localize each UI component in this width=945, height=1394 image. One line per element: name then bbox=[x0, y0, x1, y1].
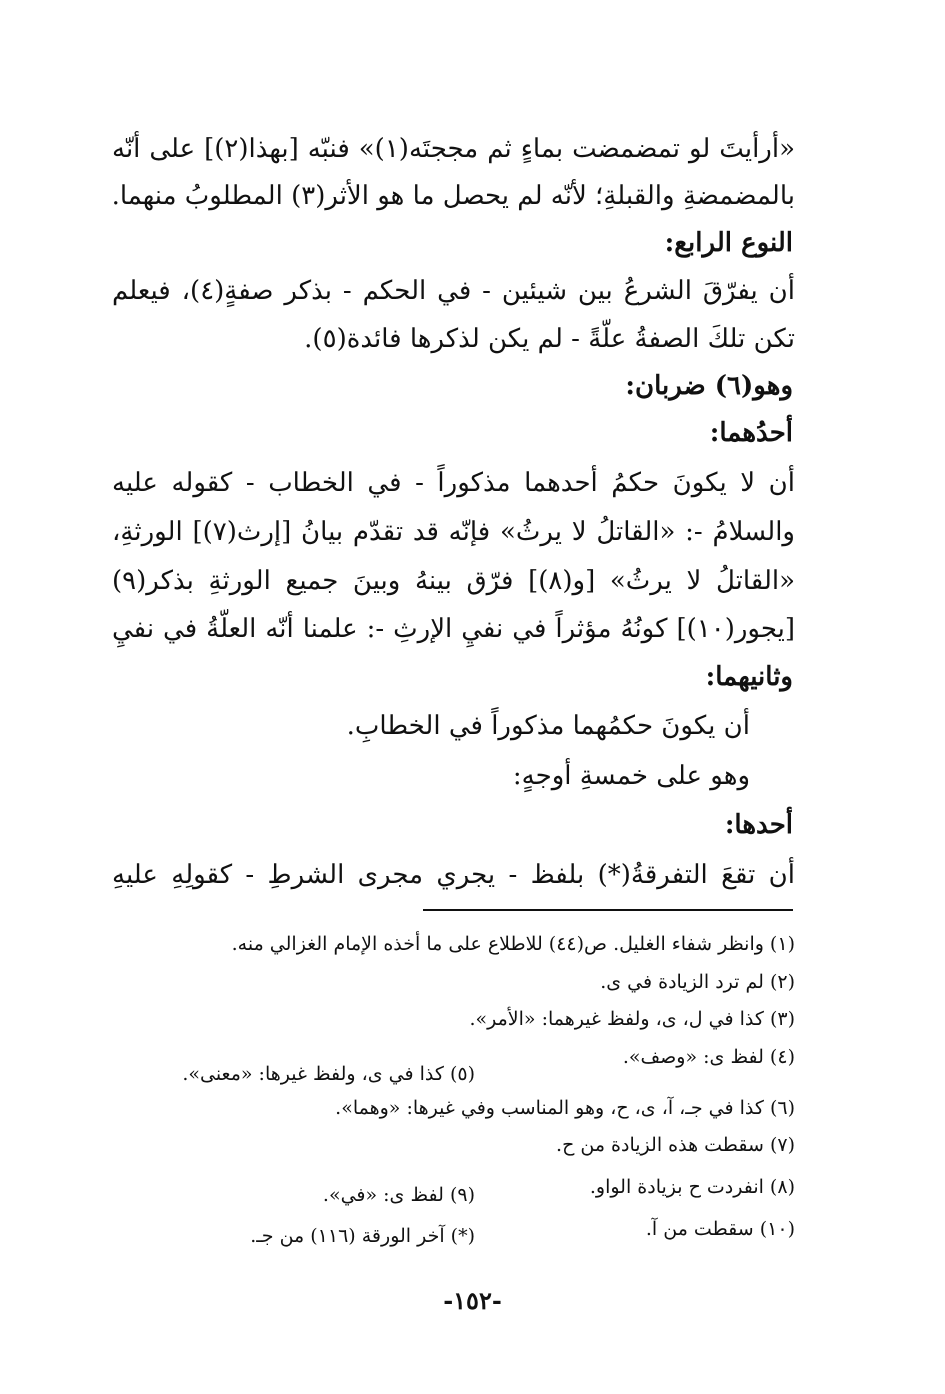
footnote-8: (٨) انفردت ح بزيادة الواو. bbox=[589, 1176, 795, 1198]
body-line-4: أن يفرّقَ الشرعُ بين شيئين - في الحكم - بذكر صفةٍ(٤)، فيعلم bbox=[112, 276, 795, 306]
footnote-4: (٤) لفظ ى: «وصف». bbox=[622, 1046, 795, 1068]
page-number: -١٥٢- bbox=[443, 1286, 502, 1315]
body-line-14: وهو على خمسةِ أوجهٍ: bbox=[512, 761, 750, 791]
body-line-1: «أرأيتَ لو تمضمضت بماءٍ ثم مججتَه(١)» فنبّه [بهذا(٢)] على أنّه bbox=[112, 134, 795, 164]
footnote-separator bbox=[423, 909, 793, 911]
footnote-10: (١٠) سقطت من آ. bbox=[645, 1218, 795, 1240]
section-heading-type-four: النوع الرابع: bbox=[664, 228, 793, 258]
body-line-11: [يجور(١٠)] كونُهُ مؤثراً في نفيِ الإرثِ -: علمنا أنّه العلّةُ في نفيِ bbox=[112, 614, 795, 644]
body-line-5: تكن تلكَ الصفةُ علّةً - لم يكن لذكرها فائدة(٥). bbox=[304, 324, 795, 354]
footnote-7: (٧) سقطت هذه الزيادة من ح. bbox=[556, 1134, 795, 1156]
subheading-second: وثانيهما: bbox=[705, 662, 793, 692]
footnote-9: (٩) لفظ ى: «في». bbox=[322, 1184, 475, 1206]
footnote-star: (*) آخر الورقة (١١٦) من جـ. bbox=[250, 1225, 475, 1247]
subheading-first-aspect: أحدها: bbox=[724, 810, 793, 840]
body-line-10: «القاتلُ لا يرثُ» [و(٨)] فرّق بينهُ وبينَ جميع الورثةِ بذكر(٩) bbox=[112, 566, 795, 596]
section-heading-two-kinds: وهو(٦) ضربان: bbox=[625, 371, 793, 401]
footnote-5: (٥) كذا في ى، ولفظ غيرها: «معنى». bbox=[182, 1063, 475, 1085]
footnote-1: (١) وانظر شفاء الغليل. ص(٤٤) للاطلاع على ما أخذه الإمام الغزالي منه. bbox=[231, 933, 795, 955]
body-line-13: أن يكونَ حكمُهما مذكوراً في الخطابِ. bbox=[346, 711, 750, 741]
footnote-2: (٢) لم ترد الزيادة في ى. bbox=[600, 971, 795, 993]
body-line-16: أن تقعَ التفرقةُ(*) بلفظ - يجري مجرى الشرطِ - كقولِهِ عليهِ bbox=[112, 860, 795, 890]
subheading-first: أحدُهما: bbox=[709, 418, 793, 448]
body-line-9: والسلامُ -: «القاتلُ لا يرثُ» فإنّه قد تقدّم بيانُ [إرث(٧)] الورثةِ، bbox=[112, 517, 795, 547]
footnote-3: (٣) كذا في ل، ى، ولفظ غيرهما: «الأمر». bbox=[469, 1008, 795, 1030]
footnote-6: (٦) كذا في جـ، آ، ى، ح، وهو المناسب وفي غيرها: «وهما». bbox=[335, 1097, 795, 1119]
body-line-2: بالمضمضةِ والقبلةِ؛ لأنّه لم يحصل ما هو الأثر(٣) المطلوبُ منهما. bbox=[111, 181, 795, 211]
body-line-8: أن لا يكونَ حكمُ أحدهما مذكوراً - في الخطاب - كقوله عليه bbox=[112, 468, 795, 498]
